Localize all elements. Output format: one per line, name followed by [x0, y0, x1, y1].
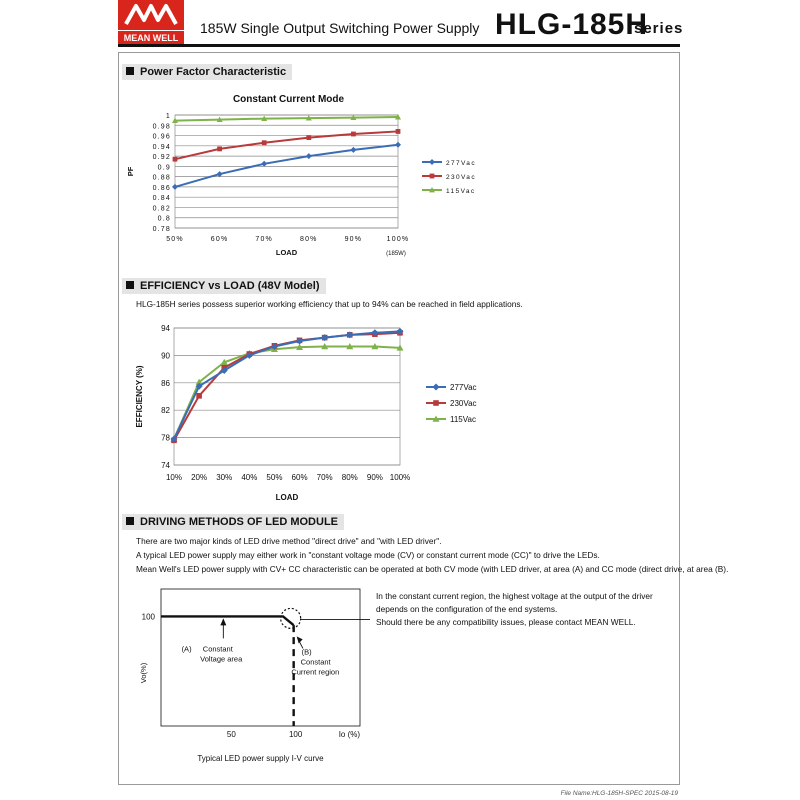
x-tick-label: 90% — [344, 236, 363, 243]
x-tick-label: 100 — [288, 730, 303, 739]
y-tick-label: 0.78 — [152, 226, 171, 233]
data-point-230Vac — [217, 147, 222, 152]
y-tick-label: 0.9 — [157, 164, 171, 172]
legend-label-115Vac: 115Vac — [446, 188, 476, 195]
driving-text-line-1: There are two major kinds of LED drive method "direct drive" and "with LED driver". — [136, 536, 442, 546]
y-tick-label: 0.94 — [152, 143, 171, 151]
y-tick-label: 0.98 — [152, 123, 171, 131]
x-tick-label: 60% — [291, 473, 308, 482]
y-tick-label: 0.96 — [152, 133, 171, 141]
y-tick-label: 0.92 — [152, 154, 171, 162]
x-tick-label: 50% — [266, 473, 283, 482]
data-point-230Vac — [196, 393, 202, 399]
y-axis-label: Vo(%) — [139, 662, 148, 684]
driving-text-line-3: Mean Well's LED power supply with CV+ CC characteristic can be operated at both CV mode (with LED driver, at area (A) and CC mode (direct drive, at area (B). — [136, 564, 729, 574]
footer-file-name: File Name:HLG-185H-SPEC 2015-08-19 — [560, 790, 678, 797]
efficiency-chart — [120, 318, 510, 510]
series-label: series — [634, 20, 684, 37]
region-b-desc-2: Current region — [291, 667, 340, 677]
y-tick-label: 78 — [161, 433, 170, 443]
x-tick-label: 90% — [366, 473, 383, 482]
section-heading-driving: DRIVING METHODS OF LED MODULE — [122, 514, 344, 530]
iv-curve-chart — [130, 585, 370, 770]
x-tick-label: 70% — [255, 236, 274, 243]
legend-marker-230Vac — [430, 174, 435, 179]
x-tick-label: 80% — [299, 236, 318, 243]
driving-note — [376, 590, 676, 629]
x-tick-label: 20% — [191, 473, 208, 482]
x-tick-label: 40% — [241, 473, 258, 482]
driving-note-line-1: In the constant current region, the highest voltage at the output of the driver — [376, 591, 653, 601]
x-tick-label: 100% — [389, 473, 411, 482]
x-tick-label: 50% — [166, 236, 184, 243]
data-point-230Vac — [306, 135, 311, 140]
x-tick-label: 30% — [216, 473, 233, 482]
driving-note-line-3: Should there be any compatibility issues, please contact MEAN WELL. — [376, 617, 636, 627]
y-tick-label: 0.84 — [152, 195, 171, 203]
data-point-230Vac — [396, 129, 401, 134]
y-axis-label: PF — [126, 166, 135, 177]
x-tick-label: 80% — [341, 473, 358, 482]
data-point-230Vac — [173, 157, 178, 162]
plot-area — [175, 115, 398, 228]
legend-label-230Vac: 230Vac — [446, 174, 476, 181]
region-a-label: (A) — [181, 644, 192, 654]
y-tick-label: 0.86 — [152, 184, 171, 192]
y-tick-label: 1 — [165, 113, 171, 120]
section-heading-efficiency: EFFICIENCY vs LOAD (48V Model) — [122, 278, 326, 294]
x-axis-label: LOAD — [275, 248, 298, 257]
x-tick-label: 10% — [165, 473, 183, 482]
logo-text: MEAN WELL — [118, 30, 184, 45]
y-tick-label: 0.82 — [152, 205, 171, 213]
mean-well-logo — [118, 0, 184, 46]
region-b-label: (B) — [301, 647, 312, 657]
x-tick-label: 60% — [210, 236, 229, 243]
mean-well-logo-mark — [118, 0, 184, 30]
header-rule — [118, 44, 680, 47]
legend-label-277Vac: 277Vac — [450, 383, 477, 392]
y-tick-label: 74 — [161, 461, 170, 470]
x-axis-note: (185W) — [386, 251, 406, 257]
y-tick-label: 86 — [161, 378, 170, 388]
data-point-230Vac — [351, 132, 356, 137]
driving-text-line-2: A typical LED power supply may either work in "constant voltage mode (CV) or constant current mode (CC)" to drive the LEDs. — [136, 550, 600, 560]
y-tick-label: 94 — [161, 324, 170, 333]
region-a-desc-1: Constant — [202, 644, 233, 654]
x-tick-label: 50 — [226, 730, 236, 739]
region-b-desc-1: Constant — [300, 657, 331, 667]
y-tick-label: 0.8 — [157, 215, 171, 223]
driving-note-line-2: depends on the configuration of the end systems. — [376, 604, 558, 614]
y-tick-label: 0.88 — [152, 174, 171, 182]
legend-label-230Vac: 230Vac — [450, 399, 477, 408]
chart-caption: Typical LED power supply I-V curve — [197, 754, 324, 763]
data-point-230Vac — [262, 140, 267, 145]
region-a-desc-2: Voltage area — [200, 654, 243, 664]
x-tick-label: 100% — [386, 236, 410, 243]
legend-marker-277Vac — [433, 384, 440, 391]
y-tick-label: 100 — [141, 612, 155, 622]
chart-title: Constant Current Mode — [232, 94, 345, 105]
legend-marker-277Vac — [429, 159, 435, 165]
legend-label-115Vac: 115Vac — [450, 415, 476, 424]
legend-label-277Vac: 277Vac — [446, 160, 476, 167]
efficiency-description: HLG-185H series possess superior working efficiency that up to 94% can be reached in field applications. — [136, 299, 523, 309]
model-name: HLG-185H — [495, 8, 649, 41]
x-axis-label: LOAD — [275, 493, 299, 502]
y-tick-label: 82 — [161, 406, 170, 416]
x-tick-label: 70% — [316, 473, 333, 482]
document-title: 185W Single Output Switching Power Supply — [200, 20, 480, 36]
y-axis-label: EFFICIENCY (%) — [135, 365, 144, 428]
pf-chart — [120, 86, 500, 266]
legend-marker-230Vac — [433, 400, 439, 406]
section-heading-pf: Power Factor Characteristic — [122, 64, 292, 80]
y-tick-label: 90 — [161, 351, 170, 361]
x-axis-label: Io (%) — [338, 730, 361, 739]
